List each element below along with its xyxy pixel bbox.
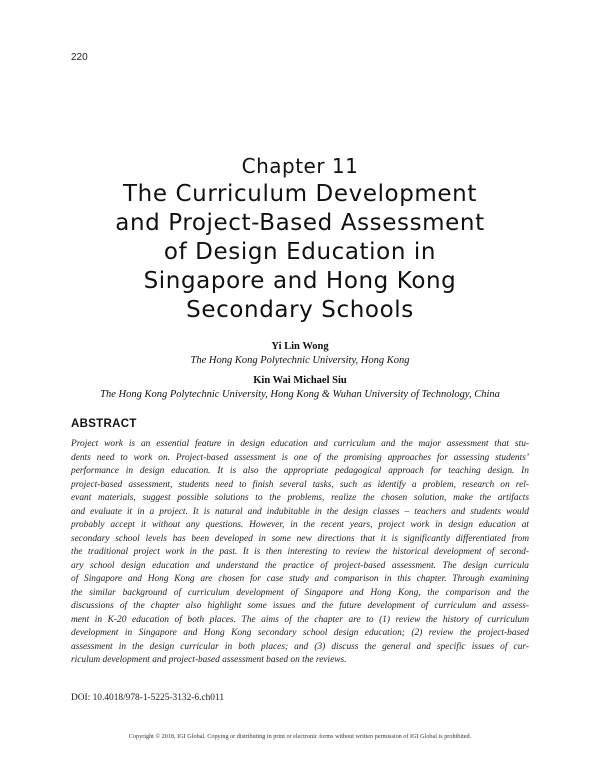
abstract-line: and evaluate it in a project. It is natural and indubitable in the design classes – teachers and students would [71,506,529,517]
abstract-line: the similar background of curriculum development of Singapore and Hong Kong, the comparison and the [71,587,529,598]
abstract-line: Project work is an essential feature in design education and curriculum and the major assessment that stu- [71,439,529,449]
author-affiliation: The Hong Kong Polytechnic University, Hong Kong & Wuhan University of Technology, China [100,389,500,400]
author-name: Yi Lin Wong [271,341,329,352]
abstract-line: riculum development and project-based assessment based on the reviews. [71,655,347,665]
abstract-line: performance in design education. It is also the appropriate pedagogical approach for teaching design. In [71,466,529,476]
abstract-line: ary school design education and understand the practice of project-based assessment. The design curricula [71,560,529,571]
author-affiliation: The Hong Kong Polytechnic University, Hong Kong [190,355,410,366]
title-line: and Project-Based Assessment [115,210,485,236]
title-line: of Design Education in [163,239,437,265]
page-number: 220 [71,52,88,63]
abstract-line: secondary school levels has been developed in some new directions that it is significantly differentiated from [71,533,529,544]
chapter-title [60,180,540,325]
chapter-label: Chapter 11 [241,154,359,178]
title-line: Secondary Schools [186,297,414,323]
doi: DOI: 10.4018/978-1-5225-3132-6.ch011 [71,693,225,703]
abstract-line: of Singapore and Hong Kong are chosen for case study and comparison in this chapter. Through examining [71,574,529,584]
abstract-line: assessment in the design curricular in both places; and (3) discuss the general and specific issues of cur- [71,641,529,652]
abstract-line: project-based assessment, students need to finish several tasks, such as identify a problem, research on rel- [71,479,529,490]
abstract-body [71,438,529,668]
title-line: Singapore and Hong Kong [143,268,457,294]
abstract-line: development in Singapore and Hong Kong secondary school design education; (2) review the project-based [71,628,529,638]
author-name: Kin Wai Michael Siu [253,375,347,386]
title-line: The Curriculum Development [123,181,477,207]
abstract-line: ment in K-20 education of both places. The aims of the chapter are to (1) review the history of curriculum [71,614,529,625]
abstract-line: the traditional project work in the past. It is then interesting to review the historical development of second- [71,547,529,557]
abstract-heading: ABSTRACT [71,418,137,430]
abstract-line: discussions of the chapter also highlight some issues and the future development of curriculum and assess- [71,601,529,611]
copyright-notice: Copyright © 2018, IGI Global. Copying or distributing in print or electronic forms without written permission of IGI Global is prohibited. [128,733,472,740]
abstract-line: dents need to work on. Project-based assessment is one of the promising approaches for assessing students’ [71,452,529,463]
abstract-line: probably accept it without any questions. However, in the recent years, project work in design education at [71,520,529,530]
abstract-line: evant materials, suggest possible solutions to the problems, realize the chosen solution, make the artifacts [71,493,529,503]
